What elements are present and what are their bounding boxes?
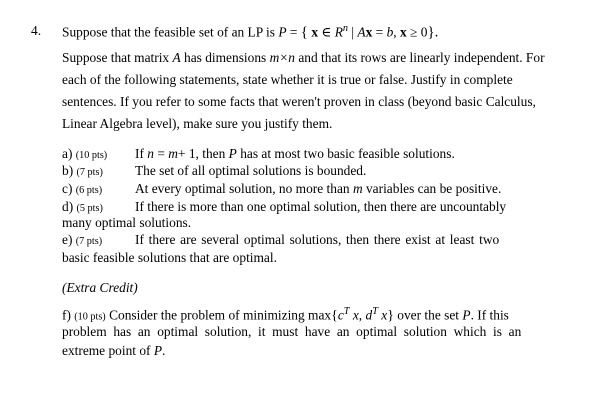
set-eq: =	[289, 24, 298, 40]
part-d-label: d)	[62, 199, 74, 214]
part-e	[62, 232, 102, 248]
part-a-t3: has at most two basic feasible solutions.	[240, 146, 455, 161]
line2-A: A	[172, 50, 181, 65]
set-zero: 0	[420, 24, 428, 40]
line2-c: and that its rows are linearly independent. For	[298, 50, 545, 65]
part-e-points: (7 pts)	[75, 236, 103, 247]
problem-statement-line-1	[62, 23, 438, 41]
problem-statement-line-5: Linear Algebra level), make sure you justify them.	[62, 116, 333, 131]
part-f-t1: Consider the problem of minimizing	[109, 307, 305, 323]
part-d-points: (5 pts)	[76, 203, 103, 214]
part-f-T2: T	[372, 306, 378, 317]
part-b	[62, 163, 103, 179]
line2-mxn: m×n	[269, 50, 295, 65]
part-f-line3-P: P	[153, 343, 163, 358]
set-x: x	[311, 24, 319, 40]
part-f-label: f)	[62, 307, 71, 323]
part-a-text	[135, 146, 455, 162]
part-a-label: a)	[62, 146, 73, 161]
part-f-T1: T	[343, 306, 350, 317]
part-f-brace-open: {	[331, 308, 338, 324]
part-f-max: max	[308, 307, 332, 323]
part-f-x2: x	[381, 307, 388, 323]
part-c-t2: variables can be positive.	[365, 181, 502, 196]
part-d-text-1: If there is more than one optimal solution, then there are uncountably	[135, 199, 507, 214]
part-a-points: (10 pts)	[75, 150, 108, 161]
part-a-m: m	[168, 146, 178, 161]
extra-credit-heading: (Extra Credit)	[62, 280, 138, 295]
part-f-line-1	[62, 306, 509, 324]
set-R-sup: n	[342, 23, 348, 34]
line2-a: Suppose that matrix	[62, 50, 170, 65]
part-e-text-1: If there are several optimal solutions, then there exist at least two	[135, 232, 500, 247]
set-x2: x	[365, 24, 373, 40]
set-open-brace: {	[300, 24, 308, 41]
problem-statement-line-4: sentences. If you refer to some facts that weren't proven in class (beyond basic Calculus,	[62, 94, 536, 109]
part-c-label: c)	[62, 181, 73, 196]
part-e-label: e)	[62, 232, 73, 247]
set-x3: x	[399, 24, 407, 40]
set-b: b	[386, 24, 394, 40]
part-b-points: (7 pts)	[76, 167, 103, 178]
set-eqb: =	[375, 24, 384, 40]
part-f-x1: x	[352, 307, 359, 323]
problem-statement-line-2	[62, 50, 545, 66]
part-a-n: n	[147, 146, 154, 161]
set-bar: |	[351, 24, 355, 40]
part-f-line-3	[62, 343, 165, 359]
part-b-text: The set of all optimal solutions is bounded.	[135, 163, 367, 178]
part-f-comma: ,	[358, 307, 363, 323]
part-c-t1: At every optimal solution, no more than	[135, 181, 350, 196]
part-f-brace-close: }	[387, 308, 394, 324]
set-geq: ≥	[410, 24, 418, 40]
part-b-label: b)	[62, 163, 74, 178]
part-f-t3: . If this	[470, 307, 509, 323]
part-a	[62, 146, 107, 162]
part-c-m: m	[352, 181, 363, 196]
part-f-points: (10 pts)	[74, 311, 106, 323]
part-a-plus: + 1	[177, 146, 196, 161]
set-comma: ,	[393, 24, 397, 40]
set-close: }.	[427, 24, 439, 41]
problem-number: 4.	[31, 23, 42, 38]
part-e-text-2: basic feasible solutions that are optimal.	[62, 250, 277, 265]
part-a-t1: If	[135, 146, 144, 161]
part-f-line3a: extreme point of	[62, 343, 151, 358]
part-f-d: d	[365, 307, 373, 323]
part-d-text-2: many optimal solutions.	[62, 215, 192, 230]
part-a-P: P	[228, 146, 237, 161]
part-d	[62, 199, 103, 215]
part-f-P: P	[462, 307, 471, 323]
set-in: ∈	[321, 24, 332, 40]
part-c-points: (6 pts)	[75, 185, 103, 196]
part-f-t2: over the set	[397, 307, 460, 323]
set-R: R	[334, 24, 343, 40]
part-a-eq: =	[157, 146, 165, 161]
set-A: A	[357, 24, 366, 40]
line2-b: has dimensions	[184, 50, 267, 65]
part-f-line-2: problem has an optimal solution, it must have an optimal solution which is an	[62, 324, 522, 339]
set-P-symbol: P	[278, 24, 287, 40]
part-c-text	[135, 181, 501, 197]
part-c	[62, 181, 102, 197]
part-f-c: c	[337, 307, 344, 323]
part-f-line3b: .	[162, 343, 166, 358]
part-a-t2: , then	[195, 146, 226, 161]
intro-text: Suppose that the feasible set of an LP is	[62, 24, 275, 40]
problem-statement-line-3: each of the following statements, state whether it is true or false. Justify in complete	[62, 72, 513, 87]
